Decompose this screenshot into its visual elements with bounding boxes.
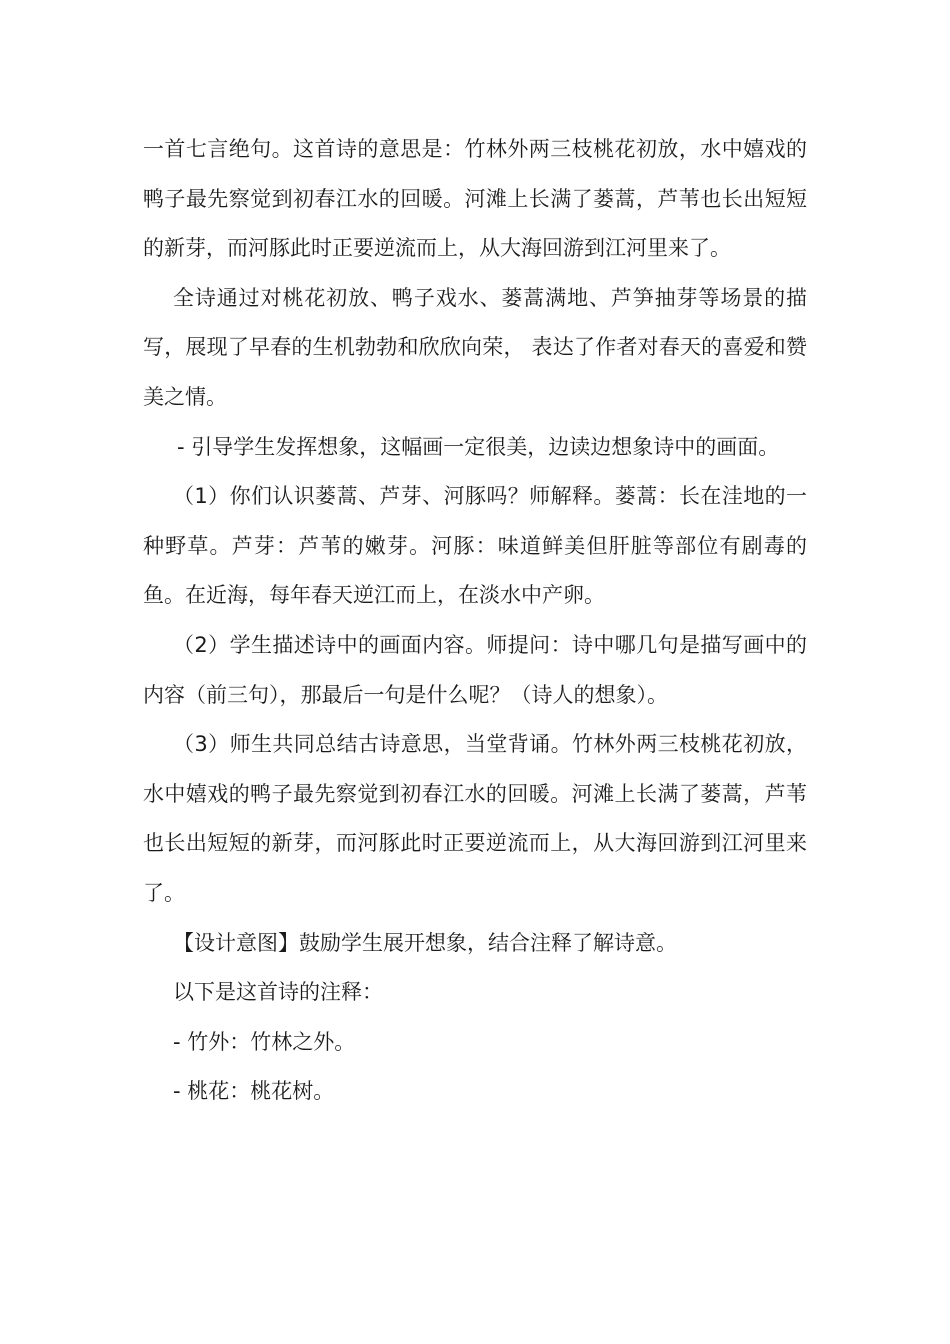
- paragraph-step-2: （2）学生描述诗中的画面内容。师提问：诗中哪几句是描写画中的内容（前三句），那最后一句是什么呢？（诗人的想象）。: [143, 632, 807, 707]
- paragraph-poem-meaning: 一首七言绝句。这首诗的意思是：竹林外两三枝桃花初放，水中嬉戏的鸭子最先察觉到初春江水的回暖。河滩上长满了蒌蒿，芦苇也长出短短的新芽，而河豚此时正要逆流而上，从大海回游到江河里来了。: [143, 137, 807, 261]
- paragraph-notes-intro: 以下是这首诗的注释：: [173, 980, 383, 1005]
- paragraph-guide-imagination: - 引导学生发挥想象，这幅画一定很美，边读边想象诗中的画面。: [177, 434, 780, 459]
- note-item-zhuwai: - 竹外：竹林之外。: [173, 1029, 356, 1054]
- paragraph-step-1: （1）你们认识蒌蒿、芦芽、河豚吗？师解释。蒌蒿：长在洼地的一种野草。芦芽：芦苇的嫩芽。河豚：味道鲜美但肝脏等部位有剧毒的鱼。在近海，每年春天逆江而上，在淡水中产卵。: [143, 484, 807, 608]
- document-page: [143, 125, 807, 1117]
- paragraph-design-intent: 【设计意图】鼓励学生展开想象，结合注释了解诗意。: [173, 930, 677, 955]
- paragraph-poem-summary: 全诗通过对桃花初放、鸭子戏水、蒌蒿满地、芦笋抽芽等场景的描写，展现了早春的生机勃勃和欣欣向荣， 表达了作者对春天的喜爱和赞美之情。: [143, 285, 807, 409]
- note-item-taohua: - 桃花：桃花树。: [173, 1079, 335, 1104]
- paragraph-step-3: （3）师生共同总结古诗意思，当堂背诵。竹林外两三枝桃花初放，水中嬉戏的鸭子最先察觉到初春江水的回暖。河滩上长满了蒌蒿，芦苇也长出短短的新芽，而河豚此时正要逆流而上，从大海回游到江河里来了。: [143, 732, 807, 905]
